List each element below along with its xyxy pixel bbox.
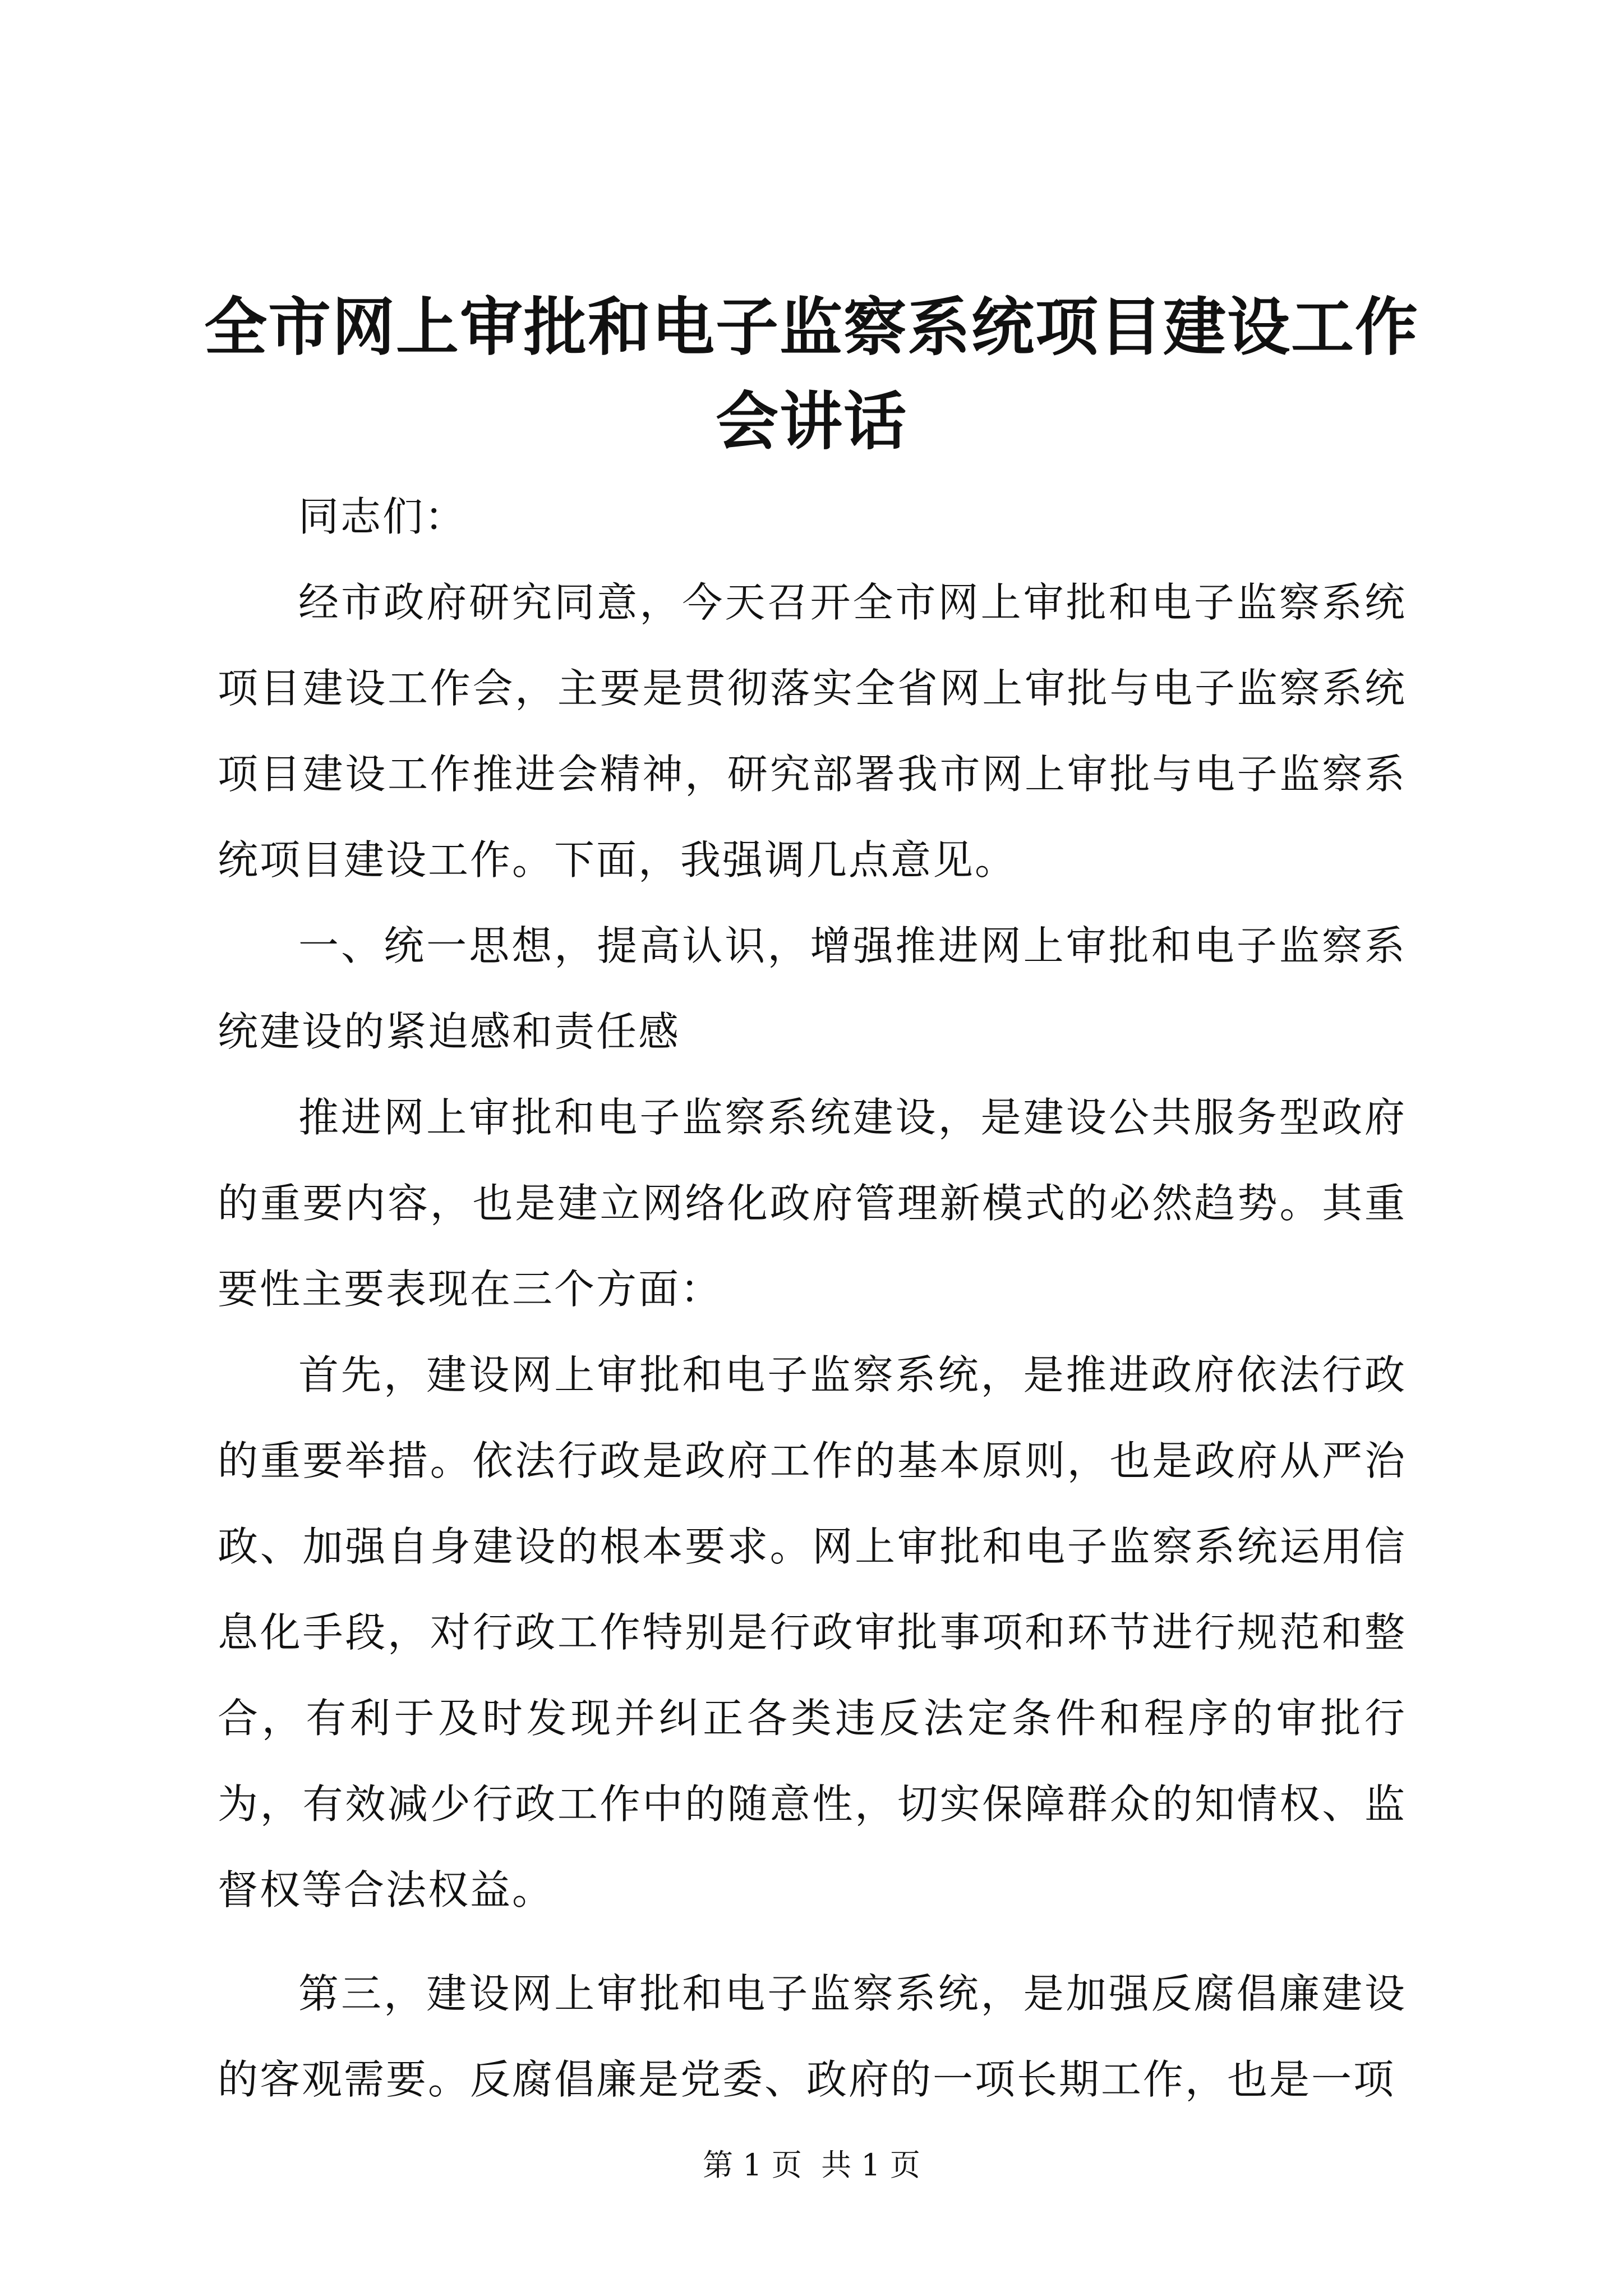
- section-heading-1: 一、统一思想，提高认识，增强推进网上审批和电子监察系统建设的紧迫感和责任感: [218, 922, 1407, 1055]
- document-body: [218, 474, 1407, 2123]
- page-footer: [0, 2146, 1623, 2185]
- paragraph-importance: 推进网上审批和电子监察系统建设，是建设公共服务型政府的重要内容，也是建立网络化政府管理新模式的必然趋势。其重要性主要表现在三个方面：: [218, 1094, 1407, 1313]
- page-number-label: 第 1 页 共 1 页: [703, 2147, 920, 2183]
- paragraph-third-point: 第三，建设网上审批和电子监察系统，是加强反腐倡廉建设的客观需要。反腐倡廉是党委、政府的一项长期工作，也是一项: [218, 1970, 1407, 2103]
- document-title: 全市网上审批和电子监察系统项目建设工作会讲话: [204, 291, 1419, 458]
- paragraph-intro: 经市政府研究同意，今天召开全市网上审批和电子监察系统项目建设工作会，主要是贯彻落实全省网上审批与电子监察系统项目建设工作推进会精神，研究部署我市网上审批与电子监察系统项目建设工作。下面，我强调几点意见。: [218, 579, 1407, 884]
- paragraph-first-point: 首先，建设网上审批和电子监察系统，是推进政府依法行政的重要举措。依法行政是政府工作的基本原则，也是政府从严治政、加强自身建设的根本要求。网上审批和电子监察系统运用信息化手段，对行政工作特别是行政审批事项和环节进行规范和整合，有利于及时发现并纠正各类违反法定条件和程序的审批行为，有效减少行政工作中的随意性，切实保障群众的知情权、监督权等合法权益。: [218, 1351, 1407, 1913]
- paragraph-salutation: 同志们：: [298, 493, 467, 540]
